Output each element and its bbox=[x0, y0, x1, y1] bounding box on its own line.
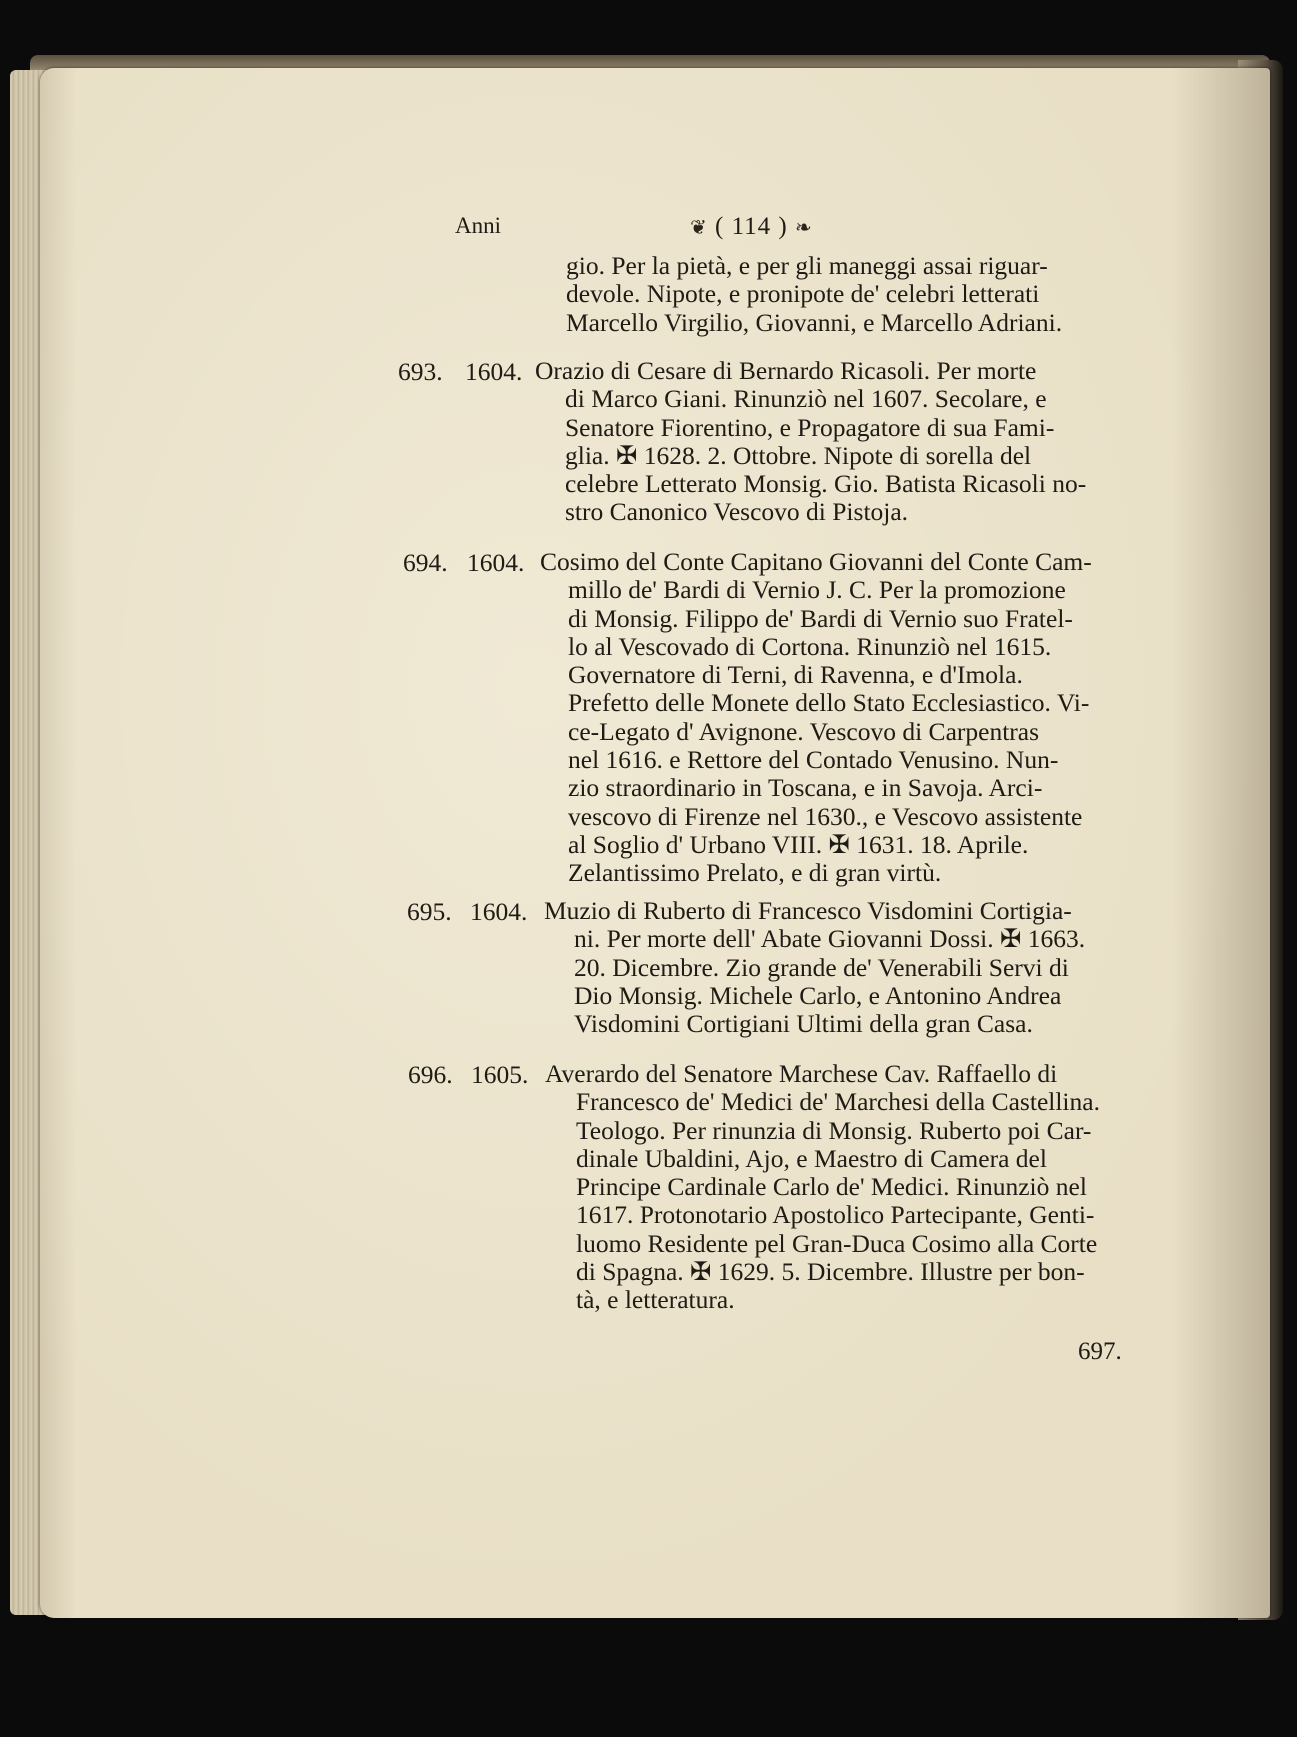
text-line: di Monsig. Filippo de' Bardi di Vernio suo Fratel- bbox=[568, 603, 1073, 633]
entry-year: 1605. bbox=[471, 1060, 529, 1089]
entry-696-text bbox=[545, 1060, 1100, 1315]
entry-694-text bbox=[540, 548, 1092, 888]
text-line: Muzio di Ruberto di Francesco Visdomini Cortigia- bbox=[544, 896, 1072, 925]
page-number: ( 114 ) bbox=[715, 213, 788, 240]
text-line: stro Canonico Vescovo di Pistoja. bbox=[565, 497, 909, 527]
text-line: Orazio di Cesare di Bernardo Ricasoli. Per morte bbox=[535, 356, 1037, 385]
text-line: devole. Nipote, e pronipote de' celebri letterati bbox=[566, 279, 1040, 309]
entry-year: 1604. bbox=[467, 548, 525, 577]
text-line: di Marco Giani. Rinunziò nel 1607. Secolare, e bbox=[565, 384, 1047, 414]
header-ornament-right-icon: ❧ bbox=[795, 215, 813, 239]
catchword: 697. bbox=[1078, 1338, 1122, 1365]
text-line: Averardo del Senatore Marchese Cav. Raffaello di bbox=[545, 1059, 1058, 1088]
text-line: al Soglio d' Urbano VIII. ✠ 1631. 18. Aprile. bbox=[568, 829, 1029, 859]
entry-number: 694. bbox=[403, 548, 448, 577]
text-line: Principe Cardinale Carlo de' Medici. Rinunziò nel bbox=[576, 1172, 1087, 1202]
entry-number: 693. bbox=[398, 357, 443, 386]
text-line: ce-Legato d' Avignone. Vescovo di Carpentras bbox=[568, 716, 1040, 746]
entry-number: 695. bbox=[407, 897, 452, 926]
entry-693-text bbox=[535, 357, 1086, 527]
text-line: Dio Monsig. Michele Carlo, e Antonino Andrea bbox=[574, 980, 1062, 1010]
text-line: 1617. Protonotario Apostolico Partecipante, Genti- bbox=[576, 1200, 1095, 1230]
text-line: 20. Dicembre. Zio grande de' Venerabili Servi di bbox=[574, 952, 1069, 982]
text-line: Francesco de' Medici de' Marchesi della Castellina. bbox=[576, 1087, 1100, 1117]
text-line: celebre Letterato Monsig. Gio. Batista Ricasoli no- bbox=[565, 469, 1087, 499]
text-line: lo al Vescovado di Cortona. Rinunziò nel 1615. bbox=[568, 631, 1052, 661]
text-line: dinale Ubaldini, Ajo, e Maestro di Camera del bbox=[576, 1143, 1047, 1173]
text-line: gio. Per la pietà, e per gli maneggi assai riguar- bbox=[566, 251, 1048, 280]
page-header bbox=[690, 213, 813, 241]
text-line: di Spagna. ✠ 1629. 5. Dicembre. Illustre per bon- bbox=[576, 1257, 1085, 1287]
text-line: zio straordinario in Toscana, e in Savoja. Arci- bbox=[568, 773, 1043, 803]
text-line: Prefetto delle Monete dello Stato Ecclesiastico. Vi- bbox=[568, 688, 1090, 718]
entry-number: 696. bbox=[408, 1060, 453, 1089]
text-line: nel 1616. e Rettore del Contado Venusino. Nun- bbox=[568, 745, 1059, 775]
text-line: Governatore di Terni, di Ravenna, e d'Imola. bbox=[568, 660, 1023, 690]
entry-year: 1604. bbox=[465, 357, 523, 386]
text-line: Senatore Fiorentino, e Propagatore di sua Fami- bbox=[565, 412, 1055, 442]
entry-year: 1604. bbox=[470, 897, 528, 926]
text-line: millo de' Bardi di Vernio J. C. Per la promozione bbox=[568, 575, 1066, 605]
text-line: Marcello Virgilio, Giovanni, e Marcello Adriani. bbox=[566, 307, 1063, 337]
entry-695-text bbox=[544, 897, 1085, 1038]
text-line: Zelantissimo Prelato, e di gran virtù. bbox=[568, 858, 942, 888]
continuation-text bbox=[566, 252, 1062, 337]
header-ornament-left-icon: ❦ bbox=[690, 215, 708, 239]
text-line: ni. Per morte dell' Abate Giovanni Dossi. ✠ 1663. bbox=[574, 924, 1086, 954]
margin-label-anni: Anni bbox=[455, 213, 501, 238]
text-line: glia. ✠ 1628. 2. Ottobre. Nipote di sorella del bbox=[565, 440, 1032, 470]
text-line: luomo Residente pel Gran-Duca Cosimo alla Corte bbox=[576, 1228, 1098, 1258]
text-line: Visdomini Cortigiani Ultimi della gran Casa. bbox=[574, 1009, 1033, 1039]
text-line: vescovo di Firenze nel 1630., e Vescovo assistente bbox=[568, 801, 1083, 831]
text-line: Cosimo del Conte Capitano Giovanni del Conte Cam- bbox=[540, 547, 1092, 576]
text-line: Teologo. Per rinunzia di Monsig. Ruberto poi Car- bbox=[576, 1115, 1092, 1145]
text-line: tà, e letteratura. bbox=[576, 1285, 735, 1315]
